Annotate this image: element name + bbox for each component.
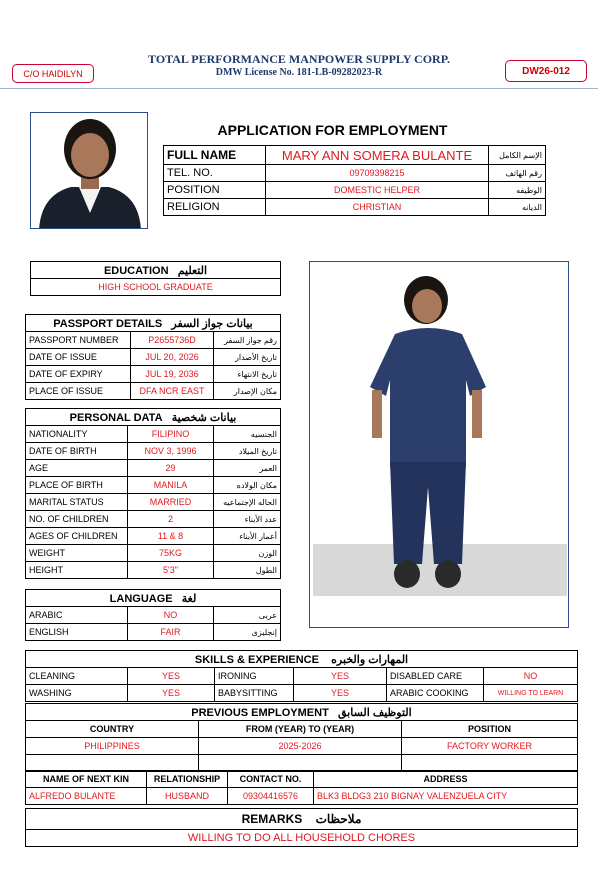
- ironing-value: YES: [294, 668, 387, 685]
- contact-value: 09304416576: [228, 788, 314, 805]
- nationality-label: NATIONALITY: [26, 426, 128, 443]
- passport-title: PASSPORT DETAILS: [53, 317, 163, 330]
- previous-title: PREVIOUS EMPLOYMENT: [191, 706, 329, 719]
- children-ages-value: 11 & 8: [128, 528, 214, 545]
- height-value: 5'3": [128, 562, 214, 579]
- relationship-header: RELATIONSHIP: [147, 771, 228, 788]
- birth-place-arabic: مكان الولاده: [214, 477, 281, 494]
- table-row: [26, 788, 578, 805]
- cleaning-value: YES: [128, 668, 215, 685]
- children-count-arabic: عدد الأبناء: [214, 511, 281, 528]
- kin-name-header: NAME OF NEXT KIN: [26, 771, 147, 788]
- table-row: [26, 651, 578, 668]
- children-count-value: 2: [128, 511, 214, 528]
- table-row: [26, 721, 578, 738]
- marital-status-arabic: الحاله الإجتماعيه: [214, 494, 281, 511]
- expiry-date-arabic: تاريخ الانتهاء: [214, 366, 281, 383]
- children-ages-arabic: أعمار الأبناء: [214, 528, 281, 545]
- issue-date-value: JUL 20, 2026: [131, 349, 214, 366]
- language-title: LANGUAGE: [109, 592, 173, 605]
- table-row: [26, 738, 578, 755]
- prev-position-value: FACTORY WORKER: [402, 738, 578, 755]
- birth-date-arabic: تاريخ الميلاد: [214, 443, 281, 460]
- empty-cell: [26, 755, 199, 772]
- portrait-photo: [30, 112, 148, 229]
- skills-title: SKILLS & EXPERIENCE: [194, 653, 319, 666]
- issue-date-label: DATE OF ISSUE: [26, 349, 131, 366]
- birth-date-label: DATE OF BIRTH: [26, 443, 128, 460]
- remarks-table: [25, 808, 578, 847]
- table-row: [26, 545, 281, 562]
- skills-arabic-title: المهارات والخبره: [331, 653, 409, 666]
- birth-place-label: PLACE OF BIRTH: [26, 477, 128, 494]
- country-value: PHILIPPINES: [26, 738, 199, 755]
- code-label: DW26-012: [522, 66, 570, 77]
- table-row: [164, 182, 546, 199]
- ironing-label: IRONING: [215, 668, 294, 685]
- table-row: [26, 755, 578, 772]
- table-row: [31, 279, 281, 296]
- birth-date-value: NOV 3, 1996: [128, 443, 214, 460]
- table-row: [26, 426, 281, 443]
- english-language-value: FAIR: [128, 624, 214, 641]
- english-language-arabic: إنجليزى: [214, 624, 281, 641]
- previous-employment-table: [25, 703, 578, 772]
- nationality-value: FILIPINO: [128, 426, 214, 443]
- education-arabic: التعليم: [177, 264, 208, 277]
- tel-value: 09709398215: [266, 165, 489, 182]
- table-row: [26, 511, 281, 528]
- washing-value: YES: [128, 685, 215, 702]
- full-name-arabic: الإسم الكامل: [489, 146, 546, 165]
- position-value: DOMESTIC HELPER: [266, 182, 489, 199]
- table-row: [26, 477, 281, 494]
- table-row: [164, 146, 546, 165]
- age-arabic: العمر: [214, 460, 281, 477]
- religion-arabic: الديانه: [489, 199, 546, 216]
- religion-value: CHRISTIAN: [266, 199, 489, 216]
- co-label: C/O HAIDILYN: [23, 69, 83, 79]
- table-row: [26, 443, 281, 460]
- disabled-care-value: NO: [484, 668, 578, 685]
- full-name-value: MARY ANN SOMERA BULANTE: [266, 146, 489, 165]
- age-value: 29: [128, 460, 214, 477]
- address-header: ADDRESS: [314, 771, 578, 788]
- empty-cell: [199, 755, 402, 772]
- table-row: [26, 590, 281, 607]
- nationality-arabic: الجنسيه: [214, 426, 281, 443]
- previous-arabic-title: التوظيف السابق: [337, 706, 412, 719]
- education-header: [31, 262, 281, 279]
- remarks-header: [26, 809, 578, 830]
- skills-table: [25, 650, 578, 702]
- tel-label: TEL. NO.: [164, 165, 266, 182]
- place-of-issue-label: PLACE OF ISSUE: [26, 383, 131, 400]
- passport-header: [26, 315, 281, 332]
- expiry-date-label: DATE OF EXPIRY: [26, 366, 131, 383]
- passport-table: [25, 314, 281, 400]
- table-row: [26, 624, 281, 641]
- address-value: BLK3 BLDG3 210 BIGNAY VALENZUELA CITY: [314, 788, 578, 805]
- issue-date-arabic: تاريخ الأصدار: [214, 349, 281, 366]
- marital-status-label: MARITAL STATUS: [26, 494, 128, 511]
- next-of-kin-table: [25, 770, 578, 805]
- table-row: [164, 199, 546, 216]
- place-of-issue-value: DFA NCR EAST: [131, 383, 214, 400]
- birth-place-value: MANILA: [128, 477, 214, 494]
- relationship-value: HUSBAND: [147, 788, 228, 805]
- table-row: [26, 315, 281, 332]
- arabic-cooking-label: ARABIC COOKING: [387, 685, 484, 702]
- arabic-language-arabic: عربى: [214, 607, 281, 624]
- height-arabic: الطول: [214, 562, 281, 579]
- language-arabic-title: لغة: [181, 592, 197, 605]
- education-value: HIGH SCHOOL GRADUATE: [31, 279, 281, 296]
- table-row: [26, 607, 281, 624]
- washing-label: WASHING: [26, 685, 128, 702]
- education-table: [30, 261, 281, 296]
- cleaning-label: CLEANING: [26, 668, 128, 685]
- full-name-label: FULL NAME: [164, 146, 266, 165]
- personal-arabic-title: بيانات شخصية: [171, 411, 237, 424]
- place-of-issue-arabic: مكان الإصدار: [214, 383, 281, 400]
- table-row: [26, 366, 281, 383]
- empty-cell: [402, 755, 578, 772]
- table-row: [26, 409, 281, 426]
- kin-name-value: ALFREDO BULANTE: [26, 788, 147, 805]
- passport-number-arabic: رقم جواز السفر: [214, 332, 281, 349]
- babysitting-value: YES: [294, 685, 387, 702]
- personal-title: PERSONAL DATA: [69, 411, 163, 424]
- country-header: COUNTRY: [26, 721, 199, 738]
- children-count-label: NO. OF CHILDREN: [26, 511, 128, 528]
- education-title: EDUCATION: [103, 264, 169, 277]
- table-row: [26, 383, 281, 400]
- table-row: [26, 668, 578, 685]
- table-row: [26, 771, 578, 788]
- table-row: [26, 704, 578, 721]
- position-label: POSITION: [164, 182, 266, 199]
- height-label: HEIGHT: [26, 562, 128, 579]
- personal-data-table: [25, 408, 281, 579]
- table-row: [26, 809, 578, 830]
- table-row: [26, 332, 281, 349]
- language-header: [26, 590, 281, 607]
- age-label: AGE: [26, 460, 128, 477]
- position-arabic: الوظيفه: [489, 182, 546, 199]
- table-row: [26, 830, 578, 847]
- passport-arabic-title: بيانات جواز السفر: [171, 317, 253, 330]
- co-badge: [12, 64, 94, 83]
- table-row: [26, 528, 281, 545]
- table-row: [26, 349, 281, 366]
- page-title: APPLICATION FOR EMPLOYMENT: [217, 122, 448, 138]
- years-value: 2025-2026: [199, 738, 402, 755]
- passport-number-value: P2655736D: [131, 332, 214, 349]
- company-name: TOTAL PERFORMANCE MANPOWER SUPPLY CORP.: [148, 52, 450, 66]
- full-body-photo: [309, 261, 569, 628]
- skills-header: [26, 651, 578, 668]
- weight-value: 75KG: [128, 545, 214, 562]
- previous-header: [26, 704, 578, 721]
- code-badge: [505, 60, 587, 82]
- religion-label: RELIGION: [164, 199, 266, 216]
- weight-label: WEIGHT: [26, 545, 128, 562]
- expiry-date-value: JUL 19, 2036: [131, 366, 214, 383]
- remarks-arabic-title: ملاحظات: [315, 812, 362, 826]
- children-ages-label: AGES OF CHILDREN: [26, 528, 128, 545]
- arabic-language-value: NO: [128, 607, 214, 624]
- arabic-cooking-value: WILLING TO LEARN: [484, 685, 578, 702]
- english-language-label: ENGLISH: [26, 624, 128, 641]
- license-number: DMW License No. 181-LB-09282023-R: [215, 67, 383, 78]
- remarks-title: REMARKS: [241, 812, 303, 826]
- position-header: POSITION: [402, 721, 578, 738]
- marital-status-value: MARRIED: [128, 494, 214, 511]
- remarks-value: WILLING TO DO ALL HOUSEHOLD CHORES: [26, 830, 578, 847]
- table-row: [26, 685, 578, 702]
- table-row: [31, 262, 281, 279]
- table-row: [164, 165, 546, 182]
- main-info-table: [163, 145, 546, 216]
- disabled-care-label: DISABLED CARE: [387, 668, 484, 685]
- personal-header: [26, 409, 281, 426]
- table-row: [26, 562, 281, 579]
- arabic-language-label: ARABIC: [26, 607, 128, 624]
- contact-header: CONTACT NO.: [228, 771, 314, 788]
- header-divider: [0, 88, 598, 89]
- weight-arabic: الوزن: [214, 545, 281, 562]
- passport-number-label: PASSPORT NUMBER: [26, 332, 131, 349]
- table-row: [26, 494, 281, 511]
- table-row: [26, 460, 281, 477]
- years-header: FROM (YEAR) TO (YEAR): [199, 721, 402, 738]
- language-table: [25, 589, 281, 641]
- tel-arabic: رقم الهاتف: [489, 165, 546, 182]
- babysitting-label: BABYSITTING: [215, 685, 294, 702]
